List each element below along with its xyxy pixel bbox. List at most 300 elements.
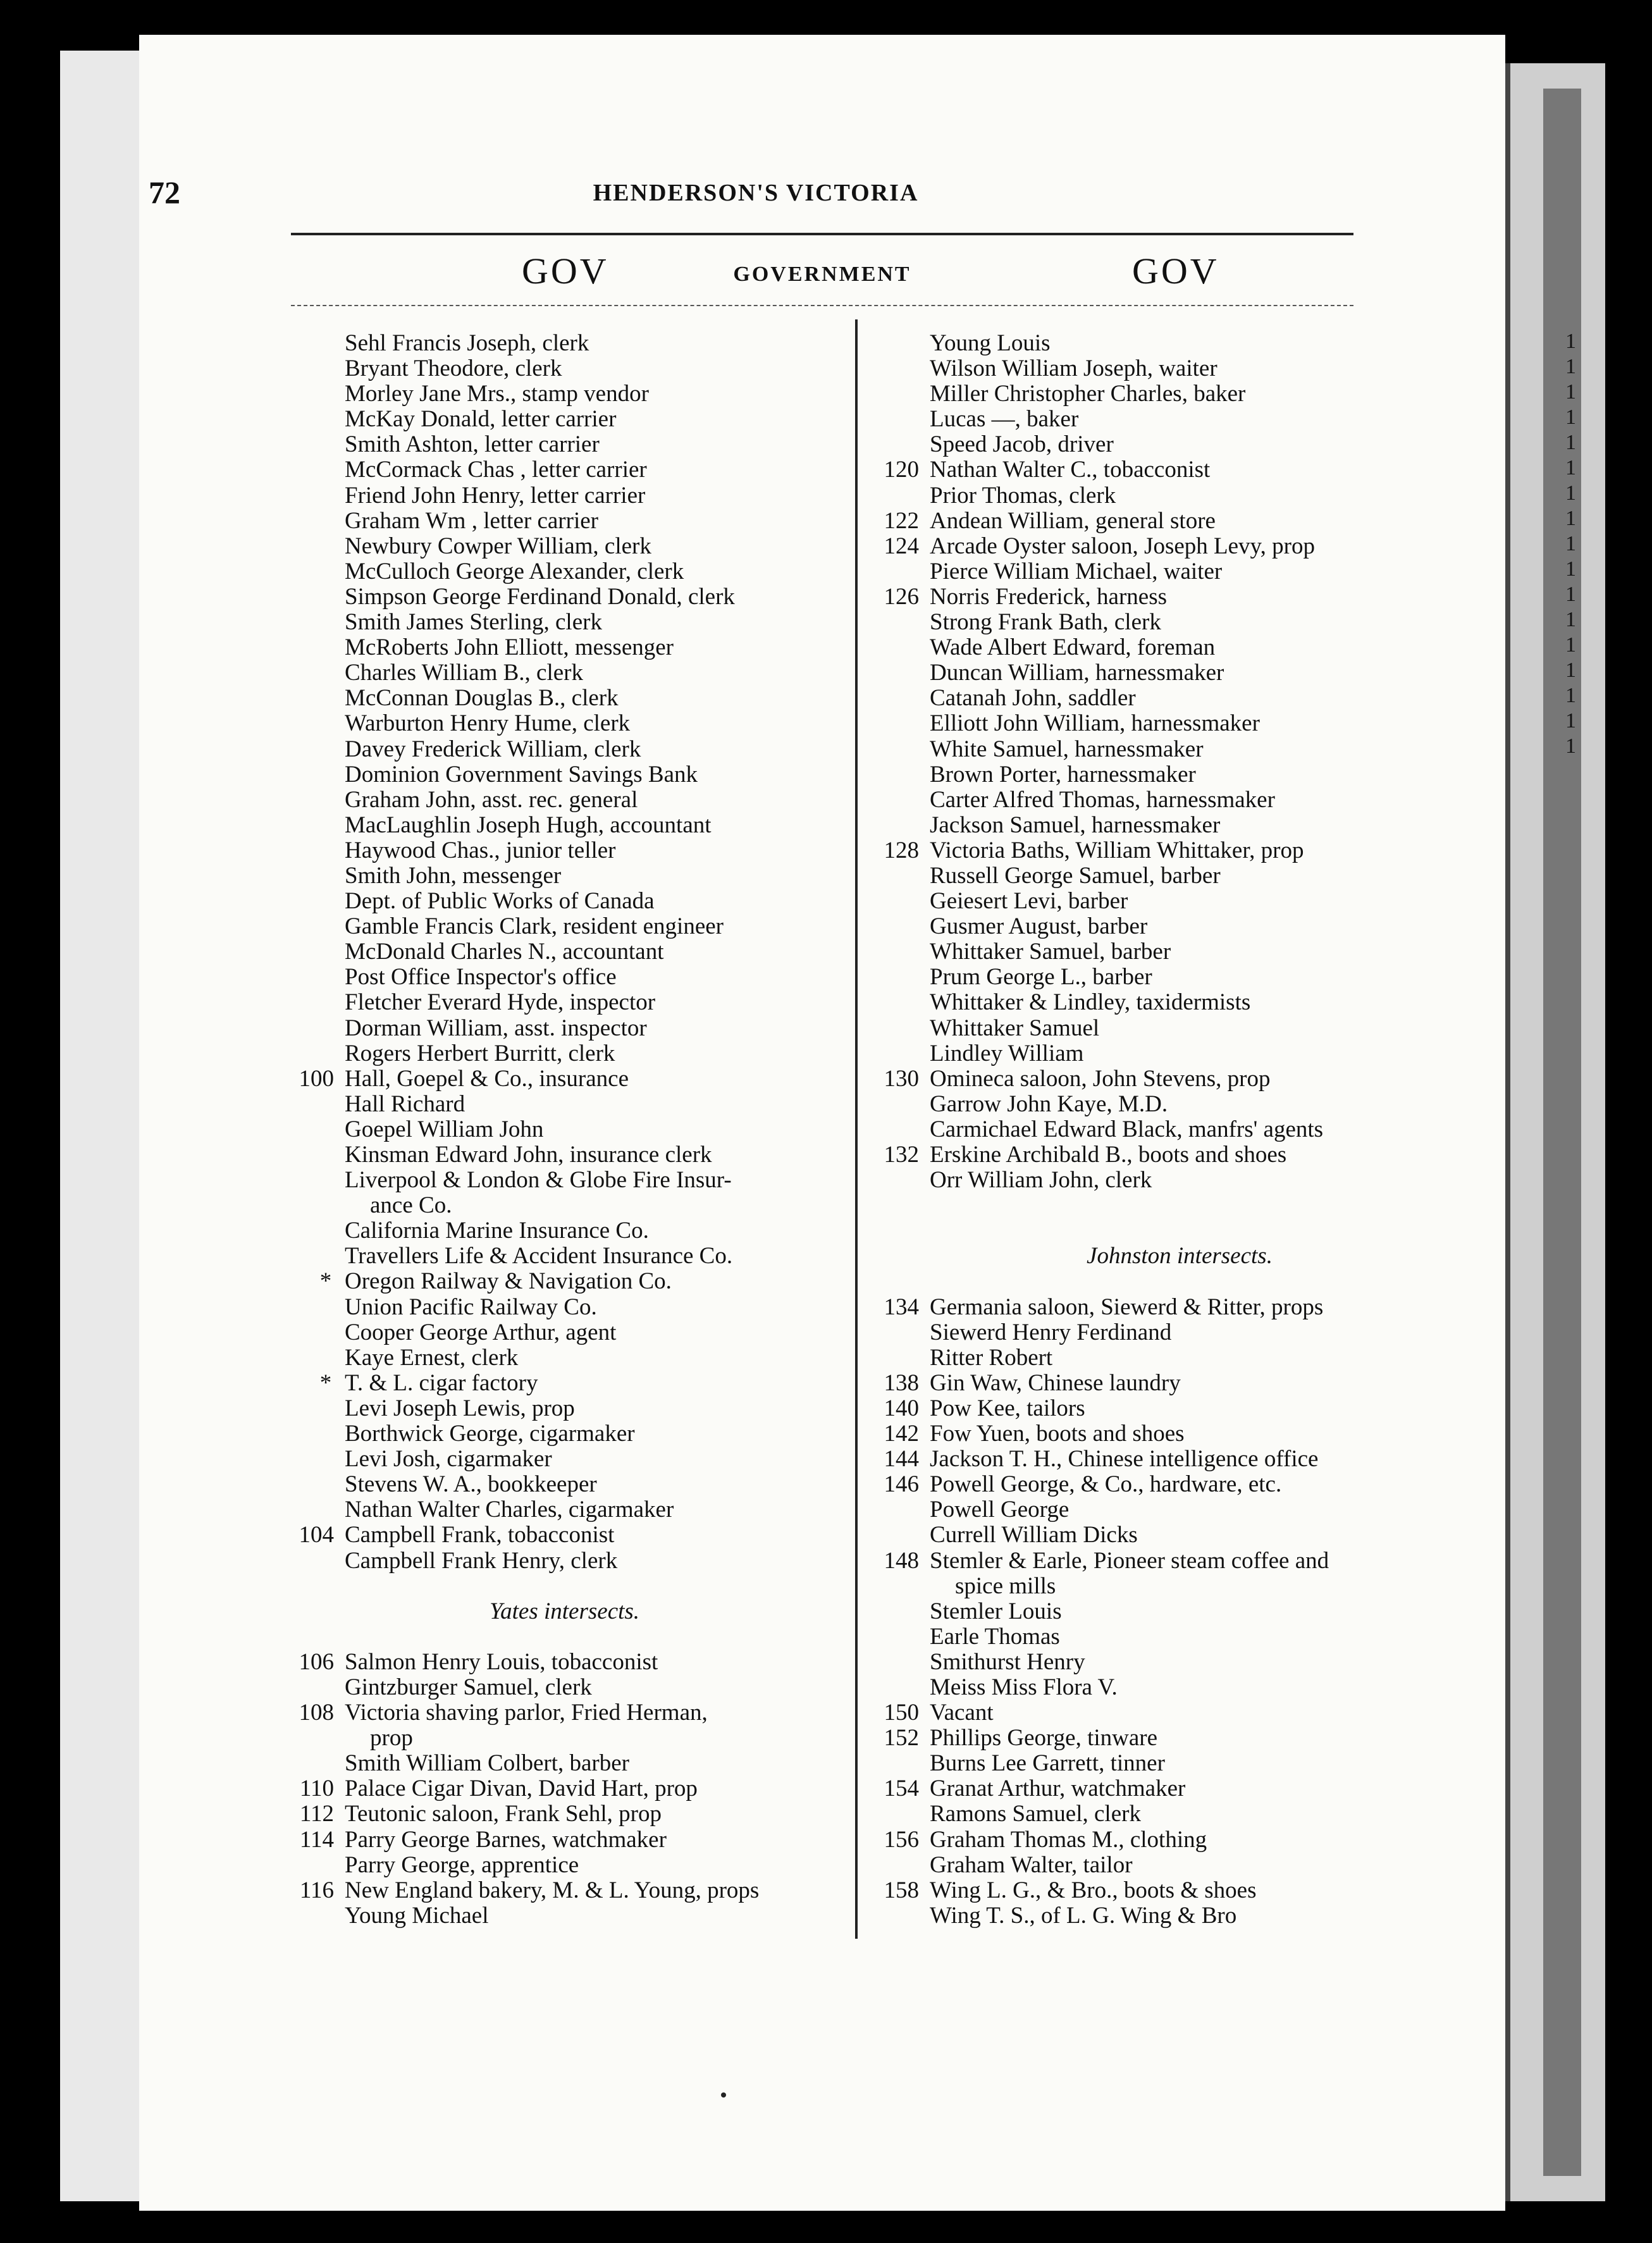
entry-text: Morley Jane Mrs., stamp vendor <box>345 381 649 407</box>
directory-entry <box>278 356 851 381</box>
entry-text: Young Michael <box>345 1902 489 1929</box>
directory-entry <box>278 509 851 534</box>
directory-entry <box>863 1853 1496 1878</box>
entry-text: Meiss Miss Flora V. <box>930 1674 1118 1700</box>
entry-text: Lindley William <box>930 1040 1084 1066</box>
directory-entry <box>863 1726 1496 1751</box>
entry-text: Pierce William Michael, waiter <box>930 558 1223 584</box>
page-number: 72 <box>149 175 180 210</box>
entry-text: Fow Yuen, boots and shoes <box>930 1421 1185 1447</box>
margin-digit: 1 <box>1565 658 1576 682</box>
directory-entry <box>278 1827 851 1853</box>
entry-text: Germania saloon, Siewerd & Ritter, props <box>930 1294 1324 1320</box>
directory-entry <box>278 914 851 939</box>
entry-text: Prior Thomas, clerk <box>930 482 1116 509</box>
entry-text: Sehl Francis Joseph, clerk <box>345 330 589 356</box>
directory-entry <box>863 1827 1496 1853</box>
margin-digit: 1 <box>1565 330 1576 353</box>
directory-entry <box>863 889 1496 914</box>
directory-entry <box>278 1117 851 1142</box>
directory-entry <box>863 1371 1496 1396</box>
column-divider <box>855 319 858 1939</box>
directory-entry <box>863 990 1496 1015</box>
entry-text: Stemler Louis <box>930 1598 1062 1624</box>
directory-entry <box>278 1142 851 1168</box>
entry-text: California Marine Insurance Co. <box>345 1218 649 1244</box>
entry-text: Granat Arthur, watchmaker <box>930 1776 1186 1802</box>
margin-digit: 1 <box>1565 684 1576 707</box>
blank-line <box>863 1193 1496 1218</box>
entry-text: Whittaker Samuel, barber <box>930 939 1171 965</box>
directory-entry <box>278 1801 851 1827</box>
directory-entry <box>278 889 851 914</box>
entry-text: Hall Richard <box>345 1091 465 1117</box>
margin-digit: 1 <box>1565 734 1576 758</box>
street-abbr-right: GOV <box>1132 250 1219 292</box>
directory-entry <box>863 1599 1496 1624</box>
directory-entry <box>278 635 851 660</box>
margin-digit: 1 <box>1565 380 1576 404</box>
directory-entry <box>863 788 1496 813</box>
directory-entry <box>863 432 1496 457</box>
street-abbr-left: GOV <box>522 250 609 292</box>
directory-entry <box>863 1548 1496 1574</box>
entry-text: Dorman William, asst. inspector <box>345 1015 647 1041</box>
entry-text: Jackson T. H., Chinese intelligence office <box>930 1446 1319 1473</box>
left-column <box>278 331 851 1929</box>
directory-entry <box>863 457 1496 483</box>
ink-speck <box>721 2092 726 2098</box>
directory-entry <box>278 1853 851 1878</box>
entry-text: Brown Porter, harnessmaker <box>930 761 1196 788</box>
directory-entry <box>863 737 1496 762</box>
page-title: HENDERSON'S VICTORIA <box>593 180 919 206</box>
entry-text: Campbell Frank, tobacconist <box>345 1522 615 1548</box>
margin-digit: 1 <box>1565 405 1576 429</box>
entry-text: Smith James Sterling, clerk <box>345 609 602 636</box>
directory-entry <box>278 1092 851 1117</box>
directory-entry <box>278 610 851 635</box>
directory-entry <box>278 1041 851 1066</box>
directory-entry <box>863 1117 1496 1142</box>
entry-text: Post Office Inspector's office <box>345 964 617 991</box>
entry-text: Lucas —, baker <box>930 406 1079 433</box>
entry-text: Parry George, apprentice <box>345 1851 579 1878</box>
entry-text: Haywood Chas., junior teller <box>345 837 616 863</box>
entry-text: Orr William John, clerk <box>930 1167 1152 1194</box>
entry-text: spice mills <box>955 1573 1056 1599</box>
directory-entry <box>278 483 851 509</box>
directory-entry <box>863 838 1496 863</box>
street-name: GOVERNMENT <box>733 263 911 286</box>
directory-entry <box>863 686 1496 711</box>
entry-text: Prum George L., barber <box>930 964 1152 991</box>
directory-entry <box>863 914 1496 939</box>
entry-text: White Samuel, harnessmaker <box>930 736 1204 762</box>
margin-digit: 1 <box>1565 557 1576 581</box>
entry-text: Earle Thomas <box>930 1623 1060 1650</box>
directory-entry <box>278 762 851 788</box>
entry-text: Carmichael Edward Black, manfrs' agents <box>930 1116 1324 1142</box>
entry-text: Charles William B., clerk <box>345 660 583 686</box>
street-number: 142 <box>884 1421 919 1447</box>
entry-text: Catanah John, saddler <box>930 685 1136 712</box>
asterisk-mark: * <box>319 1268 332 1295</box>
entry-text: Stemler & Earle, Pioneer steam coffee and <box>930 1547 1329 1574</box>
entry-text: Jackson Samuel, harnessmaker <box>930 812 1221 838</box>
intersection-text: Johnston intersects. <box>1087 1243 1273 1270</box>
entry-text: Whittaker Samuel <box>930 1015 1100 1041</box>
entry-text: Wade Albert Edward, foreman <box>930 634 1216 661</box>
street-number: 112 <box>299 1801 334 1827</box>
directory-entry <box>278 737 851 762</box>
street-number: 130 <box>884 1065 919 1092</box>
directory-entry <box>863 1650 1496 1675</box>
asterisk-mark: * <box>319 1369 332 1396</box>
entry-text: New England bakery, M. & L. Young, props <box>345 1877 760 1903</box>
entry-text: Fletcher Everard Hyde, inspector <box>345 989 656 1016</box>
margin-digit: 1 <box>1565 709 1576 732</box>
entry-text: Dept. of Public Works of Canada <box>345 888 655 915</box>
entry-text: Newbury Cowper William, clerk <box>345 533 651 559</box>
street-number: 138 <box>884 1369 919 1396</box>
entry-text: Levi Joseph Lewis, prop <box>345 1395 575 1421</box>
entry-text: Campbell Frank Henry, clerk <box>345 1547 618 1574</box>
entry-text: Vacant <box>930 1700 994 1726</box>
directory-entry <box>278 838 851 863</box>
entry-text: Warburton Henry Hume, clerk <box>345 710 631 737</box>
entry-text: Oregon Railway & Navigation Co. <box>345 1268 672 1295</box>
directory-entry <box>278 559 851 584</box>
entry-text: Arcade Oyster saloon, Joseph Levy, prop <box>930 533 1315 559</box>
directory-entry <box>863 863 1496 889</box>
street-number: 126 <box>884 583 919 610</box>
directory-entry <box>863 1523 1496 1548</box>
directory-entry <box>278 1700 851 1726</box>
street-number: 128 <box>884 837 919 863</box>
street-number: 152 <box>884 1725 919 1752</box>
margin-digit: 1 <box>1565 633 1576 657</box>
directory-entry <box>863 1574 1496 1599</box>
entry-text: Norris Frederick, harness <box>930 583 1168 610</box>
entry-text: Kinsman Edward John, insurance clerk <box>345 1142 712 1168</box>
directory-entry <box>278 1523 851 1548</box>
entry-text: Liverpool & London & Globe Fire Insur- <box>345 1167 732 1194</box>
margin-digit: 1 <box>1565 532 1576 555</box>
entry-text: Friend John Henry, letter carrier <box>345 482 646 509</box>
entry-text: Graham Thomas M., clothing <box>930 1826 1207 1853</box>
directory-entry <box>278 1751 851 1776</box>
directory-entry <box>863 1421 1496 1447</box>
directory-entry <box>278 1320 851 1345</box>
entry-text: Levi Josh, cigarmaker <box>345 1446 552 1473</box>
directory-entry <box>863 1345 1496 1371</box>
entry-text: Erskine Archibald B., boots and shoes <box>930 1142 1287 1168</box>
directory-entry <box>278 813 851 838</box>
header-rule <box>291 233 1353 235</box>
directory-entry <box>278 1447 851 1472</box>
directory-entry <box>863 939 1496 965</box>
blank-line <box>863 1218 1496 1244</box>
entry-text: Miller Christopher Charles, baker <box>930 381 1246 407</box>
margin-digit: 1 <box>1565 355 1576 378</box>
street-number: 116 <box>299 1877 334 1903</box>
directory-entry <box>863 534 1496 559</box>
directory-entry <box>278 1295 851 1320</box>
directory-entry <box>863 1497 1496 1523</box>
entry-text: Siewerd Henry Ferdinand <box>930 1319 1172 1345</box>
directory-entry <box>863 559 1496 584</box>
entry-text: Nathan Walter C., tobacconist <box>930 457 1211 483</box>
directory-entry <box>278 1548 851 1574</box>
street-rule <box>291 305 1353 308</box>
adjacent-page-margin-digits <box>1565 329 1591 759</box>
entry-text: McDonald Charles N., accountant <box>345 939 664 965</box>
directory-entry <box>278 1497 851 1523</box>
directory-entry <box>278 584 851 610</box>
entry-text: Ramons Samuel, clerk <box>930 1801 1141 1827</box>
directory-entry <box>863 1396 1496 1421</box>
intersection-heading <box>863 1244 1496 1269</box>
margin-digit: 1 <box>1565 608 1576 631</box>
entry-text: Simpson George Ferdinand Donald, clerk <box>345 583 735 610</box>
entry-text: Carter Alfred Thomas, harnessmaker <box>930 786 1275 813</box>
entry-text: Borthwick George, cigarmaker <box>345 1421 635 1447</box>
entry-text: Geiesert Levi, barber <box>930 888 1128 915</box>
margin-digit: 1 <box>1565 507 1576 530</box>
street-header <box>291 250 1353 294</box>
directory-entry <box>278 1903 851 1929</box>
directory-entry <box>278 1472 851 1497</box>
directory-entry <box>863 1295 1496 1320</box>
street-number: 154 <box>884 1776 919 1802</box>
left-page-edge <box>60 51 143 2201</box>
directory-entry <box>863 331 1496 356</box>
directory-entry <box>278 1269 851 1294</box>
entry-text: MacLaughlin Joseph Hugh, accountant <box>345 812 712 838</box>
directory-entry <box>278 381 851 407</box>
directory-entry <box>278 965 851 990</box>
entry-text: Victoria Baths, William Whittaker, prop <box>930 837 1304 863</box>
directory-entry <box>863 635 1496 660</box>
directory-entry <box>278 1776 851 1801</box>
directory-entry <box>863 407 1496 432</box>
entry-text: Smith Ashton, letter carrier <box>345 431 600 458</box>
margin-digit: 1 <box>1565 583 1576 606</box>
intersection-heading <box>278 1599 851 1624</box>
directory-entry <box>278 788 851 813</box>
directory-entry <box>863 1041 1496 1066</box>
entry-text: Wilson William Joseph, waiter <box>930 355 1217 382</box>
entry-text: Dominion Government Savings Bank <box>345 761 698 788</box>
entry-text: Union Pacific Railway Co. <box>345 1294 597 1320</box>
entry-text: Travellers Life & Accident Insurance Co. <box>345 1243 733 1270</box>
entry-text: Ritter Robert <box>930 1344 1053 1371</box>
entry-text: Davey Frederick William, clerk <box>345 736 641 762</box>
directory-entry <box>863 509 1496 534</box>
entry-text: Elliott John William, harnessmaker <box>930 710 1260 737</box>
directory-entry <box>863 660 1496 686</box>
entry-text: Nathan Walter Charles, cigarmaker <box>345 1497 674 1523</box>
directory-entry <box>863 483 1496 509</box>
street-number: 120 <box>884 457 919 483</box>
directory-entry <box>863 1675 1496 1700</box>
directory-entry <box>278 939 851 965</box>
entry-text: Andean William, general store <box>930 507 1216 534</box>
entry-text: McRoberts John Elliott, messenger <box>345 634 674 661</box>
street-number: 100 <box>299 1065 334 1092</box>
entry-text: prop <box>370 1725 413 1752</box>
street-number: 132 <box>884 1142 919 1168</box>
directory-entry <box>278 1168 851 1193</box>
directory-entry <box>278 1244 851 1269</box>
entry-text: Bryant Theodore, clerk <box>345 355 562 382</box>
entry-text: Wing L. G., & Bro., boots & shoes <box>930 1877 1257 1903</box>
right-column <box>863 331 1496 1929</box>
directory-entry <box>863 813 1496 838</box>
entry-text: Currell William Dicks <box>930 1522 1138 1548</box>
directory-entry <box>863 1016 1496 1041</box>
entry-text: ance Co. <box>370 1192 452 1219</box>
entry-text: T. & L. cigar factory <box>345 1369 538 1396</box>
entry-text: Gintzburger Samuel, clerk <box>345 1674 592 1700</box>
street-number: 134 <box>884 1294 919 1320</box>
directory-entry <box>278 1218 851 1244</box>
directory-entry <box>863 1447 1496 1472</box>
entry-text: Kaye Ernest, clerk <box>345 1344 519 1371</box>
entry-text: Graham Wm , letter carrier <box>345 507 598 534</box>
street-number: 148 <box>884 1547 919 1574</box>
entry-text: Powell George <box>930 1497 1069 1523</box>
street-number: 106 <box>299 1648 334 1675</box>
entry-text: Palace Cigar Divan, David Hart, prop <box>345 1776 698 1802</box>
directory-entry <box>278 1066 851 1092</box>
entry-text: Goepel William John <box>345 1116 544 1142</box>
page-header <box>149 174 1363 212</box>
intersection-text: Yates intersects. <box>489 1598 640 1624</box>
directory-entry <box>863 610 1496 635</box>
margin-digit: 1 <box>1565 481 1576 505</box>
directory-entry <box>278 711 851 736</box>
street-number: 110 <box>299 1776 334 1802</box>
entry-text: Graham Walter, tailor <box>930 1851 1133 1878</box>
directory-entry <box>278 1016 851 1041</box>
street-number: 156 <box>884 1826 919 1853</box>
directory-entry <box>863 356 1496 381</box>
margin-digit: 1 <box>1565 431 1576 454</box>
directory-entry <box>278 1650 851 1675</box>
street-number: 146 <box>884 1471 919 1498</box>
entry-text: Phillips George, tinware <box>930 1725 1158 1752</box>
directory-entry <box>863 381 1496 407</box>
entry-text: Graham John, asst. rec. general <box>345 786 638 813</box>
directory-entry <box>863 965 1496 990</box>
entry-text: Gin Waw, Chinese laundry <box>930 1369 1181 1396</box>
directory-entry <box>863 711 1496 736</box>
directory-entry <box>863 1092 1496 1117</box>
entry-text: Powell George, & Co., hardware, etc. <box>930 1471 1282 1498</box>
street-number: 114 <box>299 1826 334 1853</box>
entry-text: Duncan William, harnessmaker <box>930 660 1224 686</box>
directory-entry <box>278 863 851 889</box>
street-number: 124 <box>884 533 919 559</box>
directory-entry <box>863 1624 1496 1650</box>
entry-text: Speed Jacob, driver <box>930 431 1114 458</box>
entry-text: Hall, Goepel & Co., insurance <box>345 1065 629 1092</box>
directory-entry <box>863 1878 1496 1903</box>
blank-line <box>863 1269 1496 1294</box>
directory-entry <box>863 1776 1496 1801</box>
directory-entry <box>278 407 851 432</box>
street-number: 150 <box>884 1700 919 1726</box>
entry-text: Parry George Barnes, watchmaker <box>345 1826 667 1853</box>
entry-text: Burns Lee Garrett, tinner <box>930 1750 1165 1777</box>
directory-entry <box>863 1066 1496 1092</box>
blank-line <box>278 1624 851 1650</box>
entry-text: Gusmer August, barber <box>930 913 1148 940</box>
directory-entry <box>863 1320 1496 1345</box>
entry-text: Teutonic saloon, Frank Sehl, prop <box>345 1801 662 1827</box>
directory-entry <box>863 1801 1496 1827</box>
directory-entry <box>863 762 1496 788</box>
directory-entry <box>278 686 851 711</box>
directory-entry <box>278 1421 851 1447</box>
directory-entry <box>278 660 851 686</box>
directory-entry <box>863 1142 1496 1168</box>
entry-text: Smith John, messenger <box>345 862 562 889</box>
entry-text: Wing T. S., of L. G. Wing & Bro <box>930 1902 1237 1929</box>
entry-text: Young Louis <box>930 330 1051 356</box>
entry-text: Rogers Herbert Burritt, clerk <box>345 1040 615 1066</box>
directory-entry <box>278 1396 851 1421</box>
entry-text: McCulloch George Alexander, clerk <box>345 558 684 584</box>
entry-text: Strong Frank Bath, clerk <box>930 609 1161 636</box>
entry-text: Cooper George Arthur, agent <box>345 1319 617 1345</box>
directory-entry <box>278 1675 851 1700</box>
entry-text: Russell George Samuel, barber <box>930 862 1221 889</box>
directory-entry <box>863 1751 1496 1776</box>
street-number: 144 <box>884 1446 919 1473</box>
directory-entry <box>278 990 851 1015</box>
street-number: 158 <box>884 1877 919 1903</box>
street-number: 104 <box>299 1522 334 1548</box>
entry-text: McConnan Douglas B., clerk <box>345 685 619 712</box>
directory-entry <box>863 1472 1496 1497</box>
entry-text: Omineca saloon, John Stevens, prop <box>930 1065 1271 1092</box>
entry-text: Salmon Henry Louis, tobacconist <box>345 1648 658 1675</box>
directory-entry <box>278 432 851 457</box>
entry-text: Smithurst Henry <box>930 1648 1085 1675</box>
entry-text: McKay Donald, letter carrier <box>345 406 617 433</box>
directory-entry <box>863 584 1496 610</box>
directory-entry <box>863 1903 1496 1929</box>
directory-entry <box>278 1345 851 1371</box>
entry-text: McCormack Chas , letter carrier <box>345 457 647 483</box>
entry-text: Pow Kee, tailors <box>930 1395 1085 1421</box>
entry-text: Gamble Francis Clark, resident engineer <box>345 913 724 940</box>
directory-entry <box>863 1700 1496 1726</box>
entry-text: Stevens W. A., bookkeeper <box>345 1471 597 1498</box>
directory-entry <box>278 1193 851 1218</box>
entry-text: Garrow John Kaye, M.D. <box>930 1091 1168 1117</box>
blank-line <box>278 1574 851 1599</box>
street-number: 108 <box>299 1700 334 1726</box>
entry-text: Smith William Colbert, barber <box>345 1750 629 1777</box>
street-number: 122 <box>884 507 919 534</box>
directory-entry <box>278 1726 851 1751</box>
entry-text: Victoria shaving parlor, Fried Herman, <box>345 1700 708 1726</box>
entry-text: Whittaker & Lindley, taxidermists <box>930 989 1251 1016</box>
